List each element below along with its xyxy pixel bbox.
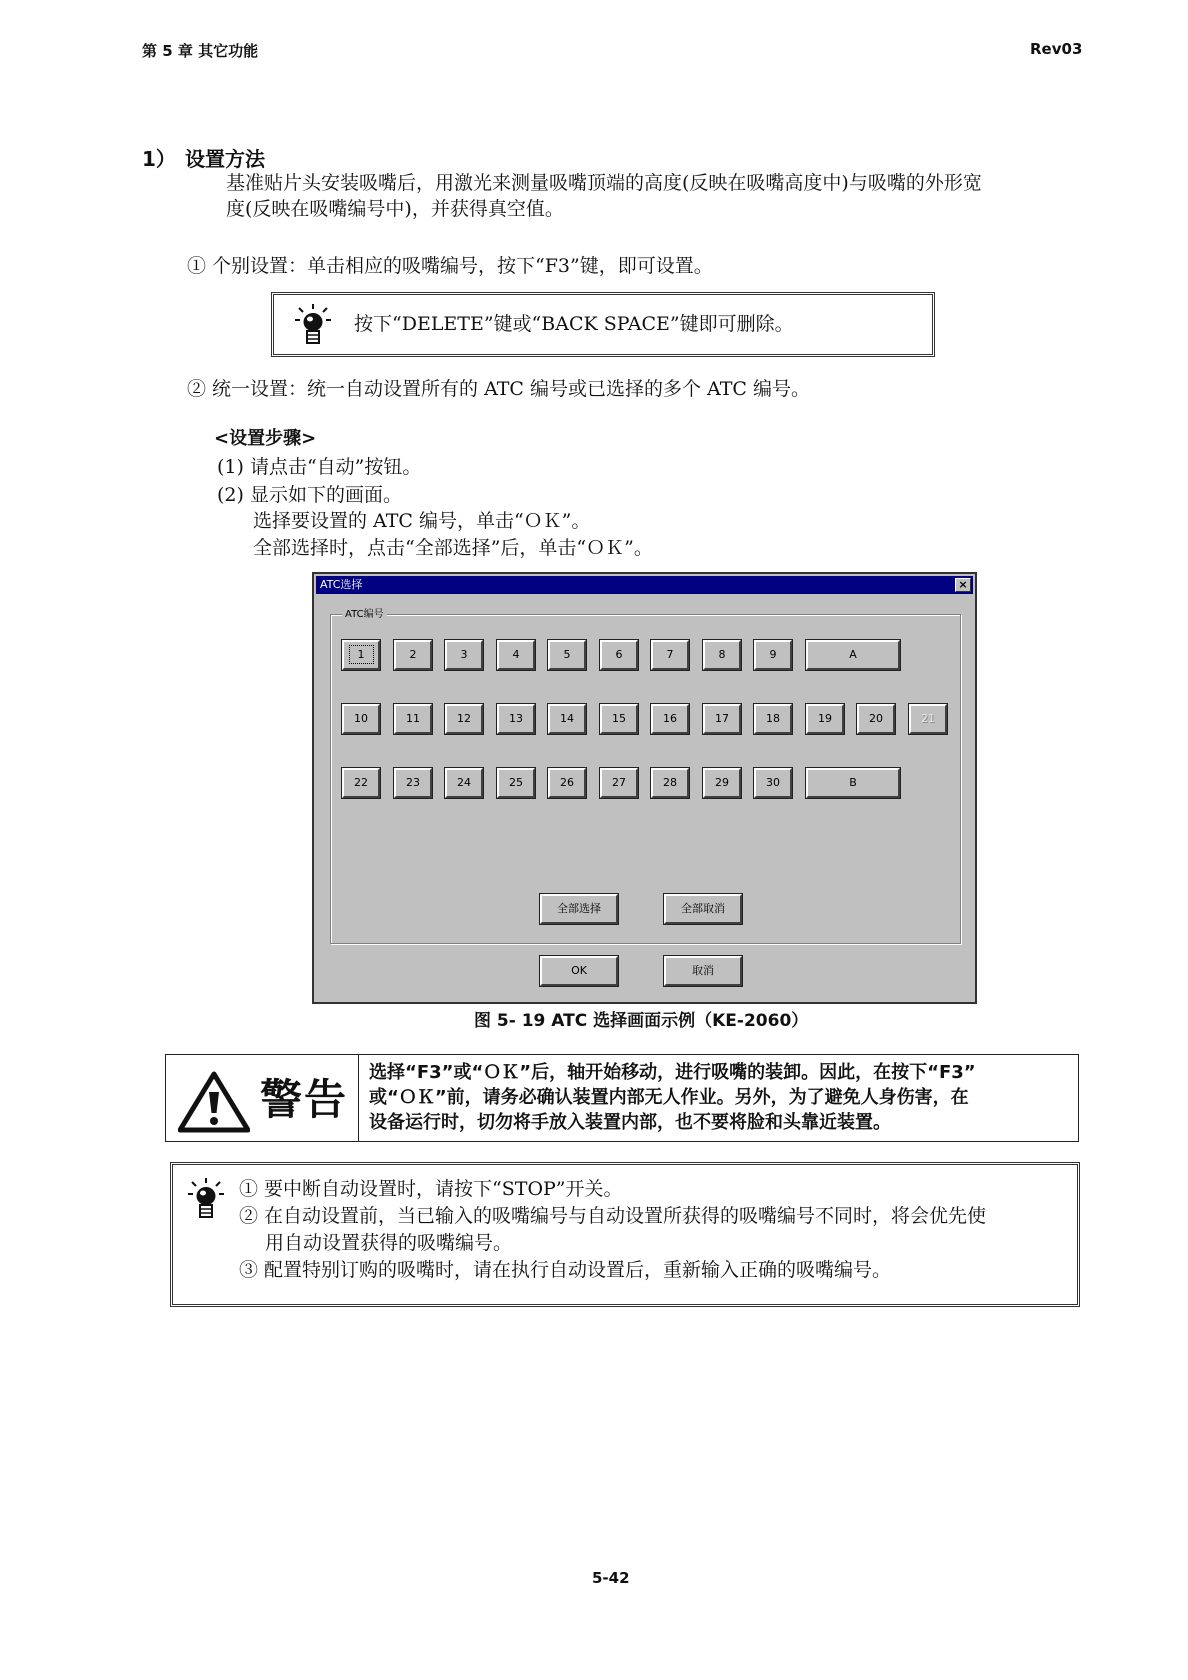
atc-button-24[interactable]: 24 xyxy=(445,768,483,798)
section-title: 设置方法 xyxy=(185,147,265,171)
revision-label: Rev03 xyxy=(1030,40,1083,58)
steps-title: <设置步骤> xyxy=(214,428,317,449)
atc-button-3[interactable]: 3 xyxy=(445,640,483,670)
step-2-line-2: 选择要设置的 ATC 编号，单击“ＯＫ”。 xyxy=(253,510,591,532)
atc-button-17[interactable]: 17 xyxy=(703,704,741,734)
atc-button-16[interactable]: 16 xyxy=(651,704,689,734)
warning-box xyxy=(165,1054,1079,1142)
deselect-all-button[interactable]: 全部取消 xyxy=(664,894,742,924)
atc-button-27[interactable]: 27 xyxy=(600,768,638,798)
atc-button-6[interactable]: 6 xyxy=(600,640,638,670)
lightbulb-icon xyxy=(187,1177,225,1221)
step-2: (2) 显示如下的画面。 xyxy=(217,484,402,506)
warning-label: 警告 xyxy=(260,1075,349,1124)
atc-button-12[interactable]: 12 xyxy=(445,704,483,734)
note-box-delete xyxy=(271,292,935,357)
note-box-auto-setting xyxy=(170,1162,1080,1307)
note2-line-2: ② 在自动设置前，当已输入的吸嘴编号与自动设置所获得的吸嘴编号不同时，将会优先使 xyxy=(239,1205,987,1227)
atc-button-9[interactable]: 9 xyxy=(754,640,792,670)
atc-button-5[interactable]: 5 xyxy=(548,640,586,670)
atc-button-14[interactable]: 14 xyxy=(548,704,586,734)
chapter-header: 第 5 章 其它功能 xyxy=(142,42,259,60)
warning-text xyxy=(369,1060,976,1135)
lightbulb-icon xyxy=(294,303,332,347)
atc-button-23[interactable]: 23 xyxy=(394,768,432,798)
atc-button-15[interactable]: 15 xyxy=(600,704,638,734)
atc-button-28[interactable]: 28 xyxy=(651,768,689,798)
atc-button-11[interactable]: 11 xyxy=(394,704,432,734)
warning-line-2: 或“ＯＫ”前，请务必确认装置内部无人作业。另外，为了避免人身伤害，在 xyxy=(369,1087,969,1108)
atc-button-20[interactable]: 20 xyxy=(857,704,895,734)
atc-button-2[interactable]: 2 xyxy=(394,640,432,670)
atc-button-21[interactable]: 21 xyxy=(909,704,947,734)
step-1: (1) 请点击“自动”按钮。 xyxy=(217,456,422,478)
atc-button-19[interactable]: 19 xyxy=(806,704,844,734)
warning-label-cell xyxy=(166,1055,359,1141)
atc-button-22[interactable]: 22 xyxy=(342,768,380,798)
atc-button-25[interactable]: 25 xyxy=(497,768,535,798)
ok-button[interactable]: OK xyxy=(540,956,618,986)
atc-button-4[interactable]: 4 xyxy=(497,640,535,670)
atc-button-29[interactable]: 29 xyxy=(703,768,741,798)
atc-button-18[interactable]: 18 xyxy=(754,704,792,734)
dialog-title: ATC选择 xyxy=(320,578,363,591)
note2-line-1: ① 要中断自动设置时，请按下“STOP”开关。 xyxy=(239,1178,623,1200)
item-individual-setting: ① 个别设置：单击相应的吸嘴编号，按下“F3”键，即可设置。 xyxy=(187,255,713,277)
atc-button-1[interactable]: 1 xyxy=(342,640,380,670)
section-number: 1） xyxy=(142,147,176,171)
intro-line-2: 度(反映在吸嘴编号中)，并获得真空值。 xyxy=(226,198,564,220)
close-icon[interactable]: × xyxy=(955,578,971,592)
select-all-button[interactable]: 全部选择 xyxy=(540,894,618,924)
warning-triangle-icon xyxy=(178,1071,250,1133)
atc-button-8[interactable]: 8 xyxy=(703,640,741,670)
atc-select-dialog xyxy=(312,572,977,1004)
warning-line-1: 选择“F3”或“ＯＫ”后，轴开始移动，进行吸嘴的装卸。因此，在按下“F3” xyxy=(369,1062,976,1083)
atc-button-13[interactable]: 13 xyxy=(497,704,535,734)
note2-line-3: 用自动设置获得的吸嘴编号。 xyxy=(265,1232,513,1254)
note-delete-text: 按下“DELETE”键或“BACK SPACE”键即可删除。 xyxy=(354,313,794,335)
step-2-line-3: 全部选择时，点击“全部选择”后，单击“ＯＫ”。 xyxy=(253,537,653,559)
intro-line-1: 基准贴片头安装吸嘴后，用激光来测量吸嘴顶端的高度(反映在吸嘴高度中)与吸嘴的外形宽 xyxy=(226,172,982,194)
atc-button-b[interactable]: B xyxy=(806,768,900,798)
atc-button-a[interactable]: A xyxy=(806,640,900,670)
cancel-button[interactable]: 取消 xyxy=(664,956,742,986)
note2-line-4: ③ 配置特别订购的吸嘴时，请在执行自动设置后，重新输入正确的吸嘴编号。 xyxy=(239,1259,892,1281)
page-number: 5-42 xyxy=(592,1569,630,1587)
atc-button-26[interactable]: 26 xyxy=(548,768,586,798)
warning-line-3: 设备运行时，切勿将手放入装置内部，也不要将脸和头靠近装置。 xyxy=(369,1112,891,1133)
atc-button-30[interactable]: 30 xyxy=(754,768,792,798)
atc-button-7[interactable]: 7 xyxy=(651,640,689,670)
atc-button-10[interactable]: 10 xyxy=(342,704,380,734)
figure-caption: 图 5- 19 ATC 选择画面示例（KE-2060） xyxy=(474,1011,809,1031)
atc-number-group-label: ATC编号 xyxy=(342,605,387,620)
item-batch-setting: ② 统一设置：统一自动设置所有的 ATC 编号或已选择的多个 ATC 编号。 xyxy=(187,378,810,400)
dialog-titlebar xyxy=(316,576,973,594)
